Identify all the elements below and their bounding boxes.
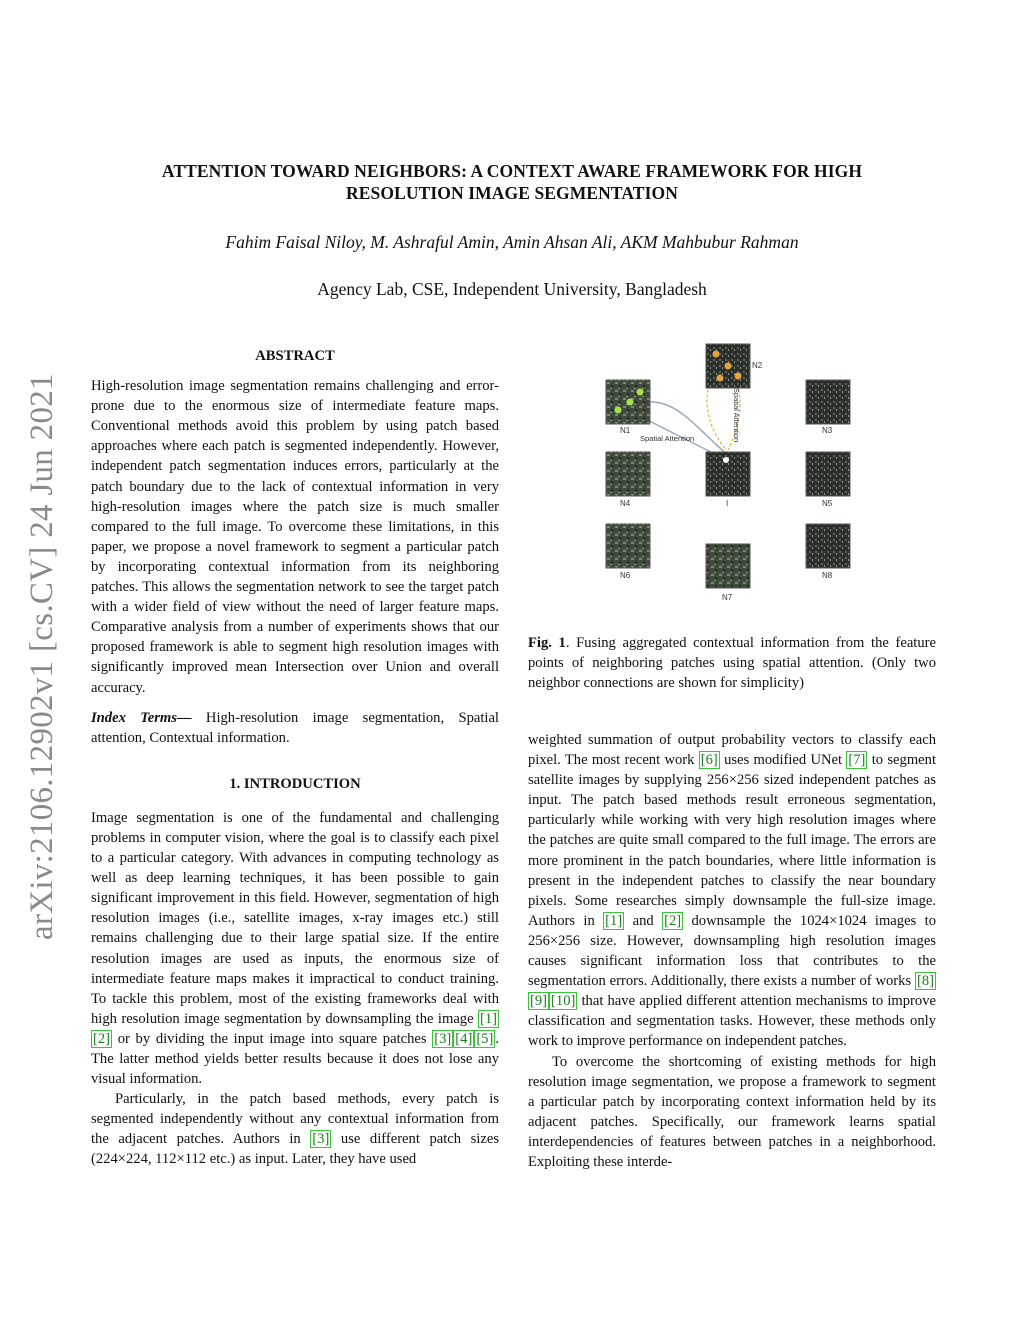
intro-paragraph-3 [528,730,936,1052]
feature-point [637,389,644,396]
abstract-section [91,346,499,1170]
title-line-2: RESOLUTION IMAGE SEGMENTATION [346,183,678,203]
feature-point [735,373,742,380]
citation-link[interactable]: [7] [848,752,866,769]
citation-link[interactable]: [4] [455,1030,473,1047]
feature-point [615,407,622,414]
citation-link[interactable]: [2] [93,1030,111,1047]
citation-link[interactable]: [3] [434,1030,452,1047]
patch-n6 [606,524,650,568]
intro-p3-text-d: and [624,912,663,929]
patch-n4 [606,452,650,496]
label-n8: N8 [822,571,833,580]
abstract-text: High-resolution image segmentation remains challenging and error-prone due to the enormous size of intermediate feature maps. Conventional methods avoid this problem by using patch based approaches where each patch is segmented independently. However, independent patch segmentation induces errors, particularly at the patch boundary due to the lack of contextual information in very high-resolution images where the patch size is much smaller compared to the full image. To overcome these limitations, in this paper, we propose a novel framework to segment a particular patch by incorporating contextual information from its neighboring patches. This allows the segmentation network to see the target patch with a wider field of view without the need of larger feature maps. Comparative analysis from a number of experiments shows that our proposed framework is able to segment high resolution images with significantly improved mean Intersection over Union and overall accuracy. [91,378,499,696]
figure-1 [598,340,858,605]
label-spatial-attention: Spatial Attention [640,434,695,443]
intro-p3-text-e: downsample the 1024×1024 images to 256×256 size. However, downsampling high resolution images causes significant information loss that contributes to the segmentation errors. Additionally, there exists a number of works [528,912,936,990]
citation-link[interactable]: [1] [479,1010,497,1027]
patch-n5 [806,452,850,496]
feature-point [713,351,720,358]
title-line-1: ATTENTION TOWARD NEIGHBORS: A CONTEXT AWARE FRAMEWORK FOR HIGH [161,161,863,181]
citation-link[interactable]: [9] [530,993,548,1010]
citation-link[interactable]: [2] [664,912,682,929]
label-n5: N5 [822,499,833,508]
intro-p1-text-b: or by dividing the input image into square patches [112,1030,433,1047]
label-n1: N1 [620,426,631,435]
citation-link[interactable]: [3] [312,1131,330,1148]
intro-continued [528,730,936,1172]
figure-1-diagram [598,340,858,605]
patch-n7 [706,544,750,588]
intro-paragraph-4: To overcome the shortcoming of existing methods for high resolution image segmentation, we propose a framework to segment a particular patch by incorporating context information held by its adjacent patches. Specifically, our framework learns spatial interdependencies of features between patches in a neighborhood. Exploiting these interde- [528,1053,936,1170]
patch-n3 [806,380,850,424]
intro-paragraph-1 [91,808,499,1089]
figure-1-caption [528,633,936,693]
feature-point [627,399,634,406]
label-n7: N7 [722,593,733,602]
caption-label: Fig. 1 [528,635,566,651]
intro-p3-text-a: weighted summation of output probability vectors to classify each pixel. The most recent work [528,732,936,769]
label-n4: N4 [620,499,631,508]
label-n3: N3 [822,426,833,435]
intro-paragraph-2 [91,1089,499,1169]
index-terms [91,708,499,748]
paper-title [80,160,944,204]
intro-p1-text-c: . The latter method yields better results because it does not lose any visual information. [91,1030,499,1088]
intro-p3-text-b: uses modified UNet [719,752,847,769]
label-n6: N6 [620,571,631,580]
author-list: Fahim Faisal Niloy, M. Ashraful Amin, Amin Ahsan Ali, AKM Mahbubur Rahman [225,232,799,252]
citation-link[interactable]: [6] [700,752,718,769]
target-point [723,457,729,463]
intro-p2-text-b: use different patch sizes (224×224, 112×112 etc.) as input. Later, they have used [91,1131,499,1168]
label-spatial-attention-vertical: Spatial Attention [732,388,741,443]
intro-p1-text-a: Image segmentation is one of the fundamental and challenging problems in computer vision, where the goal is to classify each pixel to a particular category. With advances in computing technology as well as deep learning techniques, it has been possible to gain significant improvement in this field. However, segmentation of high resolution images (i.e., satellite images, x-ray images etc.) still remains challenging due to their large spatial size. If the entire resolution images are used as inputs, the enormous size of intermediate feature maps makes it impractical to conduct training. To tackle this problem, most of the existing frameworks deal with high resolution image segmentation by downsampling the image [91,809,499,1027]
arxiv-stamp: arXiv:2106.12902v1 [cs.CV] 24 Jun 2021 [24,373,60,940]
feature-point [717,375,724,382]
citation-link[interactable]: [8] [916,973,934,990]
label-n2: N2 [752,361,763,370]
citation-link[interactable]: [5] [476,1030,494,1047]
label-i: I [726,499,729,508]
attention-link [648,402,728,455]
affiliation: Agency Lab, CSE, Independent University, Bangladesh [317,279,707,299]
intro-p3-text-c: to segment satellite images by supplying 256×256 sized independent patches as input. The patch based methods result erroneous segmentation, particularly while working with very high resolution images where the patches are quite small compared to the full image. The errors are more prominent in the patch boundaries, where little information is present in the independent patches to classify the near boundary pixels. Some researches simply downsample the full-size image. Authors in [528,752,936,929]
intro-p2-text-a: Particularly, in the patch based methods, every patch is segmented independently without any contextual information from the adjacent patches. Authors in [91,1091,499,1148]
abstract-heading: ABSTRACT [255,348,335,364]
citation-link[interactable]: [1] [605,912,623,929]
feature-point [725,363,732,370]
index-terms-text: High-resolution image segmentation, Spatial attention, Contextual information. [91,709,499,746]
citation-link[interactable]: [10] [551,993,576,1010]
patch-n8 [806,524,850,568]
index-terms-label: Index Terms— [91,709,192,726]
caption-text: . Fusing aggregated contextual information from the feature points of neighboring patches using spatial attention. (Only two neighbor connections are shown for simplicity) [528,635,936,692]
intro-p3-text-f: that have applied different attention mechanisms to improve classification and segmentation tasks. However, these methods only work to improve performance on independent patches. [528,993,936,1050]
introduction-heading: 1. INTRODUCTION [229,775,361,792]
